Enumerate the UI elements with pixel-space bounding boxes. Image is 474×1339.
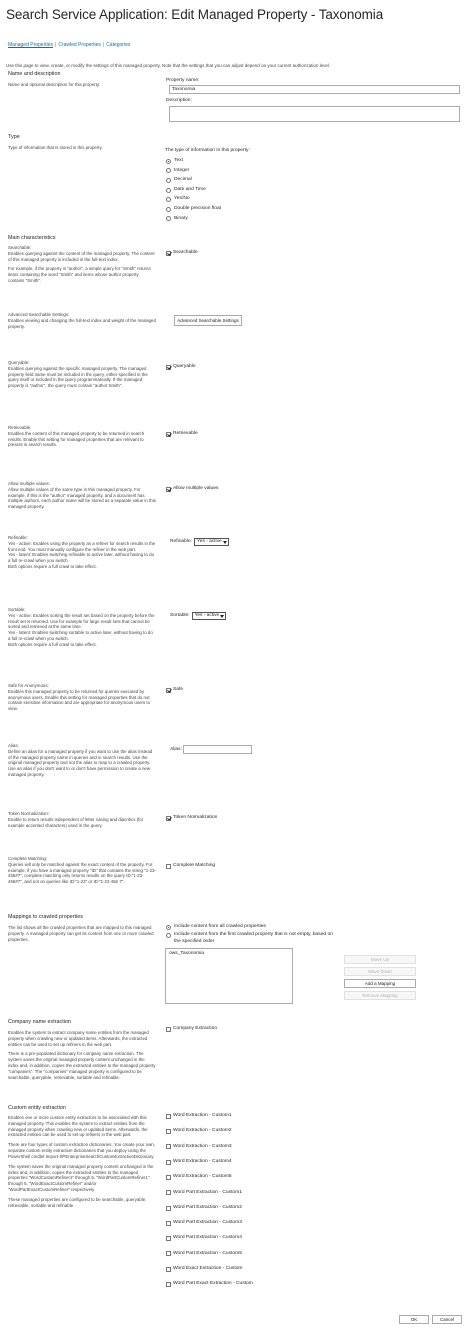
complete-matching-checkbox[interactable]	[166, 863, 215, 870]
company-desc-1: Enables the system to extract company name entities from the managed property when crawling new or updated items. Afterwards, the extracted entities can be used to set up refiners in the web part.	[8, 1030, 149, 1047]
radio-dot[interactable]	[166, 178, 171, 183]
sortable-field	[170, 612, 226, 620]
page-intro: Use this page to view, create, or modify the settings of this managed property. Note that the settings that you can adjust depend on your current authorization level.	[6, 63, 331, 68]
alias-desc	[8, 743, 156, 782]
type-option-label: Text	[174, 158, 183, 163]
refinable-desc-2: Yes - latent: Enables switching refinable to active later, without having to do a full re-crawl when you switch.	[8, 552, 155, 564]
checkbox-box[interactable]	[166, 1236, 171, 1241]
sortable-value: Yes - active	[194, 612, 220, 618]
sortable-label: Sortable:	[170, 612, 190, 618]
checkbox-box[interactable]	[166, 688, 171, 693]
custom-extraction-checkbox[interactable]	[166, 1235, 242, 1242]
custom-extraction-checkbox[interactable]	[166, 1220, 242, 1227]
safe-title: Safe for Anonymous:	[8, 683, 49, 688]
radio-dot[interactable]	[166, 168, 171, 173]
type-option-label: Date and Time	[174, 186, 206, 192]
radio-dot[interactable]	[166, 933, 171, 938]
checkbox-box[interactable]	[166, 487, 171, 492]
advanced-desc-text: Enables viewing and changing the full-text index and weight of the managed property.	[8, 317, 156, 329]
sortable-desc-3: Both options require a full crawl to take effect.	[8, 641, 97, 647]
searchable-title: Searchable:	[8, 245, 32, 250]
checkbox-box[interactable]	[166, 1027, 171, 1032]
refinable-label: Refinable:	[170, 538, 193, 544]
retrievable-desc	[8, 425, 156, 452]
checkbox-box[interactable]	[166, 1282, 171, 1287]
checkbox-box[interactable]	[166, 1114, 171, 1119]
custom-extraction-label: Word Extraction - Custom2	[173, 1128, 232, 1134]
chevron-down-icon	[223, 541, 227, 544]
move-up-button[interactable]: Move Up	[344, 955, 416, 964]
nav-managed-properties[interactable]: Managed Properties	[8, 42, 54, 48]
multi-label: Allow multiple values	[173, 486, 219, 491]
multi-title: Allow multiple values:	[8, 481, 50, 486]
breadcrumb	[8, 42, 130, 49]
token-title: Token Normalization:	[8, 811, 49, 816]
ok-button[interactable]: OK	[399, 1315, 429, 1324]
custom-extraction-checkbox[interactable]	[166, 1251, 242, 1258]
refinable-desc	[8, 535, 156, 574]
section-title-mappings: Mappings to crawled properties	[8, 914, 83, 920]
custom-extraction-label: Word Part Extraction - Custom2	[173, 1204, 242, 1210]
refinable-desc-3: Both options require a full crawl to take effect.	[8, 564, 97, 570]
searchable-checkbox[interactable]	[166, 250, 198, 257]
multi-desc-text: Allow multiple values of the same type in this managed property. For example, if this is the "author" managed property, and a document has multiple authors, each author name will be stored as a separate value in this managed property.	[8, 486, 156, 510]
alias-input[interactable]	[183, 745, 252, 754]
type-option[interactable]	[166, 158, 183, 165]
checkbox-box[interactable]	[166, 1267, 171, 1272]
custom-desc-1: Enables one or more custom entity extractors to be associated with this managed property. This enables the system to extract entities from the managed property when crawling new or updated items. Afterwards, the extracted entities can be used to set up refiners in the web part.	[8, 1115, 148, 1138]
page-title: Search Service Application: Edit Managed Property - Taxonomia	[6, 7, 384, 22]
custom-extraction-checkbox[interactable]	[166, 1281, 253, 1288]
custom-extraction-label: Word Part Extraction - Custom1	[173, 1189, 242, 1195]
company-desc	[8, 1030, 156, 1085]
add-mapping-button[interactable]: Add a Mapping	[344, 979, 416, 988]
custom-extraction-checkbox[interactable]	[166, 1159, 232, 1166]
radio-dot[interactable]	[166, 207, 171, 212]
sortable-desc-1: Yes - active: Enables sorting the result set based on the property before the result set is returned. Use for example for large result sets that cannot be sorted and retrieved at the same time.	[8, 612, 155, 630]
chevron-down-icon	[220, 615, 224, 618]
radio-dot[interactable]	[166, 216, 171, 221]
custom-extraction-checkbox[interactable]	[166, 1174, 232, 1181]
retrievable-label: Retrievable	[173, 431, 198, 436]
type-option[interactable]	[166, 196, 190, 203]
section-title-main: Main characteristics	[8, 235, 56, 241]
section-title-type: Type	[8, 134, 20, 140]
nav-categories[interactable]: Categories	[106, 42, 131, 48]
radio-include-first-label: Include content from the first crawled property that is not empty, based on the specified order	[174, 932, 333, 944]
custom-extraction-label: Word Extraction - Custom1	[173, 1113, 232, 1118]
advanced-searchable-settings-button[interactable]: Advanced Searchable Settings	[174, 315, 242, 326]
type-option-label: Double precision float	[174, 206, 222, 211]
sortable-desc-2: Yes - latent: Enables switching sortable to active later, without having to do a full re-crawl when you switch.	[8, 630, 153, 642]
refinable-title: Refinable:	[8, 535, 28, 540]
refinable-field	[170, 538, 229, 546]
nav-crawled-properties[interactable]: Crawled Properties	[58, 42, 101, 48]
retrievable-desc-text: Enables the content of this managed property to be returned in search results. Enable this setting for managed properties that are relevant to present in search results.	[8, 430, 145, 448]
radio-dot[interactable]	[166, 197, 171, 202]
custom-extraction-label: Word Part Exact Extraction - Custom	[173, 1281, 253, 1287]
custom-desc-3: The system saves the original managed property content unchanged in the index and, in addition, copies the extracted entities to the managed properties "WordCustomRefiner1" through 5, "WordPartCustomRefiner1" through 5, "WordExactCustomRefiner" and/or "WordPartExactCustomRefiner" respectively.	[8, 1163, 154, 1192]
checkbox-box[interactable]	[166, 1190, 171, 1195]
move-down-button[interactable]: Move Down	[344, 967, 416, 976]
section-title-name: Name and description	[8, 71, 61, 77]
multi-desc	[8, 481, 156, 514]
custom-extraction-label: Word Exact Extraction - Custom	[173, 1266, 243, 1271]
description-label: Description:	[166, 98, 192, 103]
advanced-desc	[8, 312, 156, 333]
queryable-label: Queryable	[173, 364, 196, 369]
searchable-label: Searchable	[173, 250, 198, 255]
remove-mapping-button[interactable]: Remove Mapping	[344, 991, 416, 1000]
complete-title: Complete Matching:	[8, 856, 48, 861]
type-option-label: Binary	[174, 215, 188, 221]
sortable-title: Sortable:	[8, 607, 26, 612]
custom-extraction-checkbox[interactable]	[166, 1205, 242, 1212]
checkbox-box[interactable]	[166, 1160, 171, 1165]
checkbox-box[interactable]	[166, 816, 171, 821]
complete-desc-text: Queries will only be matched against the exact content of the property. For example, if you have a managed property "ID" that contains the string "1-23-456#7", complete matching only returns results on the query ID:"1-23-456#7", and not on queries like ID:"1-23" or ID:"1-23 456 7".	[8, 861, 156, 885]
nav-separator: |	[102, 42, 105, 48]
custom-extraction-checkbox[interactable]	[166, 1190, 242, 1197]
type-option[interactable]	[166, 177, 192, 184]
retrievable-title: Retrievable:	[8, 425, 32, 430]
section-desc-type: Type of information that is stored in this property.	[8, 145, 103, 150]
checkbox-box[interactable]	[166, 432, 171, 437]
nav-separator: |	[55, 42, 57, 48]
complete-desc	[8, 856, 156, 889]
custom-desc	[8, 1115, 156, 1212]
type-option-label: Integer	[174, 167, 190, 173]
safe-desc-text: Enables this managed property to be returned for queries executed by anonymous users. Enable this setting for managed properties that do not contain sensitive information and are appropriate for anonymous users to view.	[8, 688, 151, 712]
queryable-title: Queryable:	[8, 360, 30, 365]
mappings-desc: The list shows all the crawled properties that are mapped to this managed property. A managed property can get its content from one or more crawled properties.	[8, 925, 154, 942]
refinable-desc-1: Yes - active: Enables using the property as a refiner for search results in the front end. You must manually configure the refiner in the web part.	[8, 540, 156, 552]
section-title-company: Company name extraction	[8, 1019, 71, 1025]
type-option[interactable]	[166, 168, 189, 175]
custom-extraction-checkbox[interactable]	[166, 1128, 232, 1135]
section-desc-name: Name and optional description for this property.	[8, 82, 100, 87]
searchable-desc	[8, 245, 156, 288]
company-extraction-checkbox[interactable]	[166, 1026, 217, 1033]
sortable-select[interactable]	[192, 612, 227, 620]
complete-label: Complete Matching	[173, 863, 216, 868]
checkbox-box[interactable]	[166, 1251, 171, 1256]
sortable-desc	[8, 607, 156, 652]
token-normalization-checkbox[interactable]	[166, 815, 217, 822]
custom-extraction-label: Word Extraction - Custom3	[173, 1143, 232, 1149]
advanced-title: Advanced Searchable Settings:	[8, 312, 70, 317]
radio-include-first[interactable]	[166, 932, 336, 945]
type-option-label: Decimal	[174, 177, 192, 183]
checkbox-box[interactable]	[166, 365, 171, 370]
radio-include-all-label: Include content from all crawled properties	[174, 924, 266, 929]
checkbox-box[interactable]	[166, 251, 171, 256]
cancel-button[interactable]: Cancel	[432, 1315, 462, 1324]
type-options-label: The type of information in this property:	[165, 148, 250, 153]
custom-extraction-label: Word Extraction - Custom5	[173, 1174, 232, 1180]
section-title-custom: Custom entity extraction	[8, 1105, 66, 1111]
custom-extraction-label: Word Part Extraction - Custom3	[173, 1220, 242, 1226]
custom-extraction-label: Word Part Extraction - Custom4	[173, 1235, 242, 1241]
alias-title: Alias:	[8, 743, 19, 748]
type-option-label: Yes/No	[174, 196, 190, 202]
checkbox-box[interactable]	[166, 1206, 171, 1211]
property-name-input[interactable]: Taxonomia	[169, 85, 460, 94]
token-desc	[8, 811, 156, 832]
searchable-desc-1: Enables querying against the content of the managed property. The content of this managed property is included in the full-text index.	[8, 250, 155, 262]
checkbox-box[interactable]	[166, 1144, 171, 1149]
safe-label: Safe	[173, 687, 184, 692]
token-desc-text: Enable to return results independent of letter casing and diacritics (for example accented characters) used in the query.	[8, 816, 144, 828]
custom-extraction-label: Word Extraction - Custom4	[173, 1158, 232, 1164]
custom-extraction-checkbox[interactable]	[166, 1144, 232, 1151]
radio-dot[interactable]	[166, 159, 171, 164]
mappings-listbox[interactable]	[165, 948, 293, 1004]
custom-extraction-label: Word Part Extraction - Custom5	[173, 1250, 242, 1256]
refinable-value: Yes - active	[197, 538, 222, 544]
radio-dot[interactable]	[166, 188, 171, 193]
safe-desc	[8, 683, 156, 716]
custom-extraction-checkbox[interactable]	[166, 1113, 232, 1120]
allow-multiple-values-checkbox[interactable]	[166, 486, 218, 493]
mapping-item[interactable]: ows_Taxonomia	[169, 951, 205, 956]
type-option[interactable]	[166, 187, 206, 194]
retrievable-checkbox[interactable]	[166, 431, 198, 438]
refinable-select[interactable]	[194, 538, 229, 546]
queryable-desc-text: Enables querying against the specific managed property. The managed property field name must be included in the query, either specified in the query itself or included in the query programmatically. If the managed property is "author", the query must contain "author:Smith".	[8, 365, 148, 389]
radio-include-all[interactable]	[166, 924, 266, 931]
type-option[interactable]	[166, 216, 188, 223]
alias-desc-text: Define an alias for a managed property if you want to use the alias instead of the managed property name in queries and in search results. Use the original managed property and not the alias to map to a crawled property. Use an alias if you don't want to or don't have permission to create a new managed property.	[8, 748, 153, 778]
alias-label: Alias:	[170, 747, 182, 752]
custom-extraction-checkbox[interactable]	[166, 1266, 243, 1273]
checkbox-box[interactable]	[166, 1129, 171, 1134]
checkbox-box[interactable]	[166, 1175, 171, 1180]
queryable-desc	[8, 360, 156, 393]
searchable-desc-2: For example, if the property is "author", a simple query for "Smith" returns items containing the word "Smith" and items whose author property contains "Smith".	[8, 266, 151, 284]
queryable-checkbox[interactable]	[166, 364, 196, 371]
radio-dot[interactable]	[166, 925, 171, 930]
checkbox-box[interactable]	[166, 1221, 171, 1226]
safe-checkbox[interactable]	[166, 687, 183, 694]
company-label: Company Extraction	[173, 1026, 218, 1031]
custom-desc-4: These managed properties are configured to be searchable, queryable, retrievable, sortable and refinable.	[8, 1196, 147, 1208]
custom-desc-2: There are four types of custom extraction dictionaries. You create your own, separate custom entity extraction dictionaries that you deploy using the PowerShell cmdlet Import-SPEnterpriseSearchCustomExtractionDictionary.	[8, 1142, 155, 1159]
property-name-label: Property name:	[166, 78, 200, 83]
company-desc-2: There is a pre-populated dictionary for company name extraction. The system saves the original managed property content unchanged in the index and, in addition, copies the extracted entities to the managed property "companies". The "companies" managed property is configured to be searchable, queryable, retrievable, sortable and refinable.	[8, 1051, 156, 1080]
type-option[interactable]	[166, 206, 221, 213]
description-input[interactable]	[169, 106, 460, 122]
checkbox-box[interactable]	[166, 864, 171, 869]
token-label: Token Normalization	[173, 815, 218, 820]
